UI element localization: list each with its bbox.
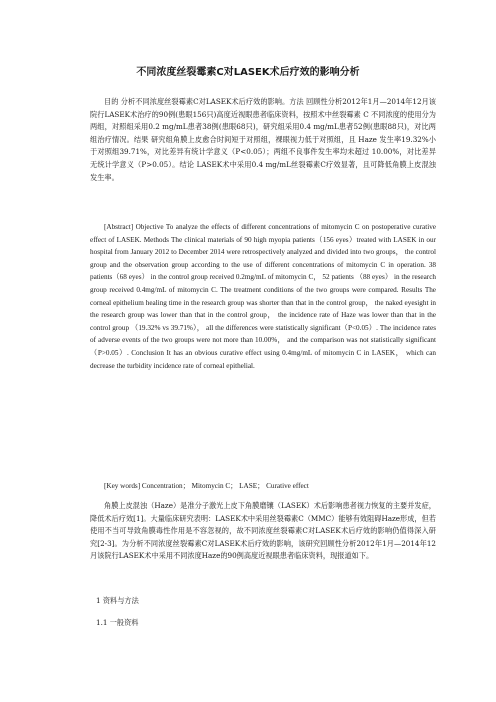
introduction-paragraph: 角膜上皮混浊（Haze）是准分子激光上皮下角膜磨镶（LASEK）术后影响患者视力恢复的主要并发症，降低术后疗效[1]。大量临床研究表明：LASEK术中采用丝裂霉素C（MMC）能够有效阻碍Haze形成，但若使用不当可导致角膜毒性作用是不容忽视的，故不同浓度丝裂霉素C对LASEK术后疗效的影响仍值得深入研究[2-3]。为分析不同浓度丝裂霉素C对LASEK术后疗效的影响，该研究回顾性分析2012年1月—2014年12月该院行LASEK术中采用不同浓度Haze的90例高度近视眼患者临床资料，现报道如下。 xyxy=(90,501,436,561)
keywords: [Key words] Concentration； Mitomycin C； LASE； Curative effect xyxy=(104,482,309,490)
english-abstract: [Abstract] Objective To analyze the effects of different concentrations of mitomycin C on postoperative curative effect of LASEK. Methods The clinical materials of 90 high myopia patients（156 eyes）treated with LASEK in our hospital from January 2012 to December 2014 were retrospectively analyzed and divided into two groups， the control group and the observation group according to the use of different concentrations of mitomycin C in operation. 38 patients（68 eyes） in the control group received 0.2mg/mL of mitomycin C， 52 patients （88 eyes） in the research group received 0.4mg/mL of mitomycin C. The treatment conditions of the two groups were compared. Results The corneal epithelium healing time in the research group was shorter than that in the control group， the naked eyesight in the research group was lower than that in the control group， the incidence rate of Haze was lower than that in the control group （19.32% vs 39.71%）， all the differences were statistically significant（P<0.05）. The incidence rates of adverse events of the two groups were not more than 10.00%， and the comparison was not statistically significant（P>0.05）. Conclusion It has an obvious curative effect using 0.4mg/mL of mitomycin C in LASEK， which can decrease the turbidity incidence rate of corneal epithelial. xyxy=(90,223,436,370)
section-heading-1: 1 资料与方法 xyxy=(96,596,139,605)
paper-title: 不同浓度丝裂霉素C对LASEK术后疗效的影响分析 xyxy=(136,67,360,78)
chinese-abstract: 目的 分析不同浓度丝裂霉素C对LASEK术后疗效的影响。方法 回顾性分析2012年1月—2014年12月该院行LASEK术治疗的90例(患眼156只)高度近视眼患者临床资料，按照术中丝裂霉素 C 不同浓度的使用分为两组，对照组采用0.2 mg/mL患者38例(患眼68只)，研究组采用0.4 mg/mL患者52例(患眼88只)，对比两组治疗情况。结果 研究组角膜上皮愈合时间短于对照组，裸眼视力低于对照组，且 Haze 发生率19.32%小于对照组39.71%，对比差异有统计学意义（P<0.05）；两组不良事件发生率均未超过 10.00%，对比差异无统计学意义（P>0.05）。结论 LASEK术中采用0.4 mg/mL丝裂霉素C疗效显著，且可降低角膜上皮混浊发生率。 xyxy=(90,97,436,182)
section-heading-1-1: 1.1 一般资料 xyxy=(96,618,139,627)
